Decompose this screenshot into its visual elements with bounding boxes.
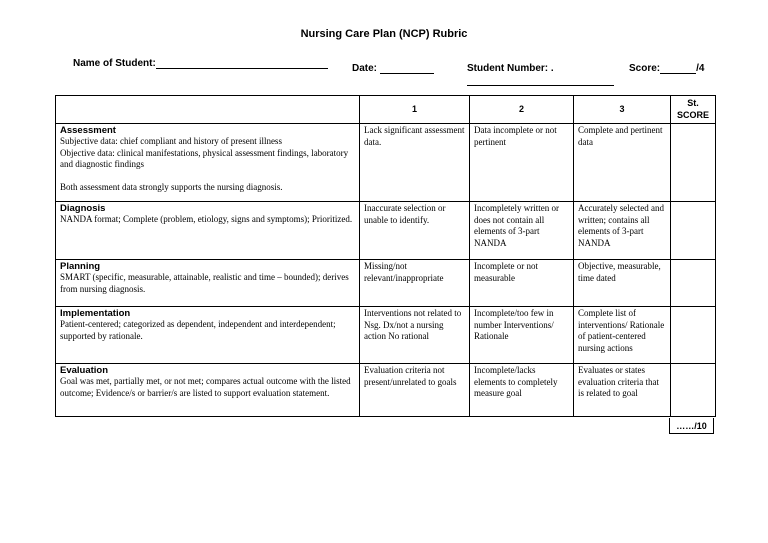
- criterion-description: NANDA format; Complete (problem, etiology, signs and symptoms); Prioritized.: [60, 214, 353, 224]
- level-3-cell: Accurately selected and written; contains all elements of 3-part NANDA: [574, 202, 671, 260]
- level-2-header: 2: [470, 96, 574, 124]
- score-label: Score:: [629, 63, 661, 74]
- score-cell: [671, 124, 716, 202]
- score-cell: [671, 307, 716, 364]
- student-number-line: [467, 85, 614, 86]
- rubric-row-evaluation: [56, 364, 716, 417]
- score-cell: [671, 202, 716, 260]
- level-2-cell: Incomplete/too few in number Interventions/ Rationale: [470, 307, 574, 364]
- criterion-cell: [56, 260, 360, 307]
- criterion-spacer: [60, 171, 355, 183]
- criteria-header: [56, 96, 360, 124]
- criterion-title: Evaluation: [60, 365, 109, 376]
- criterion-description: Patient-centered; categorized as dependent, independent and interdependent; supported by rationale.: [60, 319, 336, 341]
- score-max: /4: [696, 63, 705, 74]
- score-cell: [671, 364, 716, 417]
- level-1-cell: Interventions not related to Nsg. Dx/not a nursing action No rational: [360, 307, 470, 364]
- date-label: Date:: [352, 63, 378, 74]
- rubric-row-diagnosis: [56, 202, 716, 260]
- criterion-description: Subjective data: chief compliant and history of present illness: [60, 136, 282, 146]
- level-1-cell: Missing/not relevant/inappropriate: [360, 260, 470, 307]
- criterion-cell: [56, 307, 360, 364]
- student-name-label: Name of Student:: [73, 58, 156, 69]
- student-number-label: Student Number:: [467, 63, 549, 74]
- criterion-cell: [56, 124, 360, 202]
- criterion-title: Implementation: [60, 308, 131, 319]
- criterion-cell: [56, 364, 360, 417]
- criterion-cell: [56, 202, 360, 260]
- criterion-description: Goal was met, partially met, or not met; compares actual outcome with the listed outcome; Evidence/s or barrier/s are listed to support evaluation statement.: [60, 376, 351, 398]
- score-cell: [671, 260, 716, 307]
- student-score-header: St. SCORE: [671, 96, 716, 124]
- level-3-cell: Complete list of interventions/ Rationale of patient-centered nursing actions: [574, 307, 671, 364]
- rubric-row-planning: [56, 260, 716, 307]
- level-2-cell: Incomplete/lacks elements to completely measure goal: [470, 364, 574, 417]
- student-number-tick: .: [550, 63, 554, 74]
- rubric-row-implementation: [56, 307, 716, 364]
- level-1-header: 1: [360, 96, 470, 124]
- level-1-cell: Inaccurate selection or unable to identify.: [360, 202, 470, 260]
- criterion-description: Both assessment data strongly supports the nursing diagnosis.: [60, 182, 283, 192]
- criterion-title: Planning: [60, 261, 101, 272]
- criterion-title: Assessment: [60, 125, 116, 136]
- score-line: [660, 63, 696, 74]
- student-number-field: [467, 63, 554, 74]
- criterion-description: SMART (specific, measurable, attainable, realistic and time – bounded); derives from nursing diagnosis.: [60, 272, 349, 294]
- student-name-field: [73, 58, 328, 69]
- criterion-description: Objective data: clinical manifestations, physical assessment findings, laboratory and diagnostic findings: [60, 147, 349, 169]
- score-field: [629, 63, 704, 74]
- level-3-cell: Objective, measurable, time dated: [574, 260, 671, 307]
- level-3-cell: Complete and pertinent data: [574, 124, 671, 202]
- level-3-header: 3: [574, 96, 671, 124]
- rubric-table: [55, 95, 716, 417]
- student-name-line: [156, 58, 328, 69]
- date-line: [380, 63, 434, 74]
- total-score: ……/10: [669, 418, 714, 434]
- level-2-cell: Incomplete or not measurable: [470, 260, 574, 307]
- document-title: Nursing Care Plan (NCP) Rubric: [300, 28, 468, 40]
- rubric-row-assessment: [56, 124, 716, 202]
- level-1-cell: Evaluation criteria not present/unrelated to goals: [360, 364, 470, 417]
- level-2-cell: Incompletely written or does not contain all elements of 3-part NANDA: [470, 202, 574, 260]
- header-row: [56, 96, 716, 124]
- date-field: [352, 63, 434, 74]
- criterion-title: Diagnosis: [60, 203, 106, 214]
- level-3-cell: Evaluates or states evaluation criteria that is related to goal: [574, 364, 671, 417]
- level-1-cell: Lack significant assessment data.: [360, 124, 470, 202]
- level-2-cell: Data incomplete or not pertinent: [470, 124, 574, 202]
